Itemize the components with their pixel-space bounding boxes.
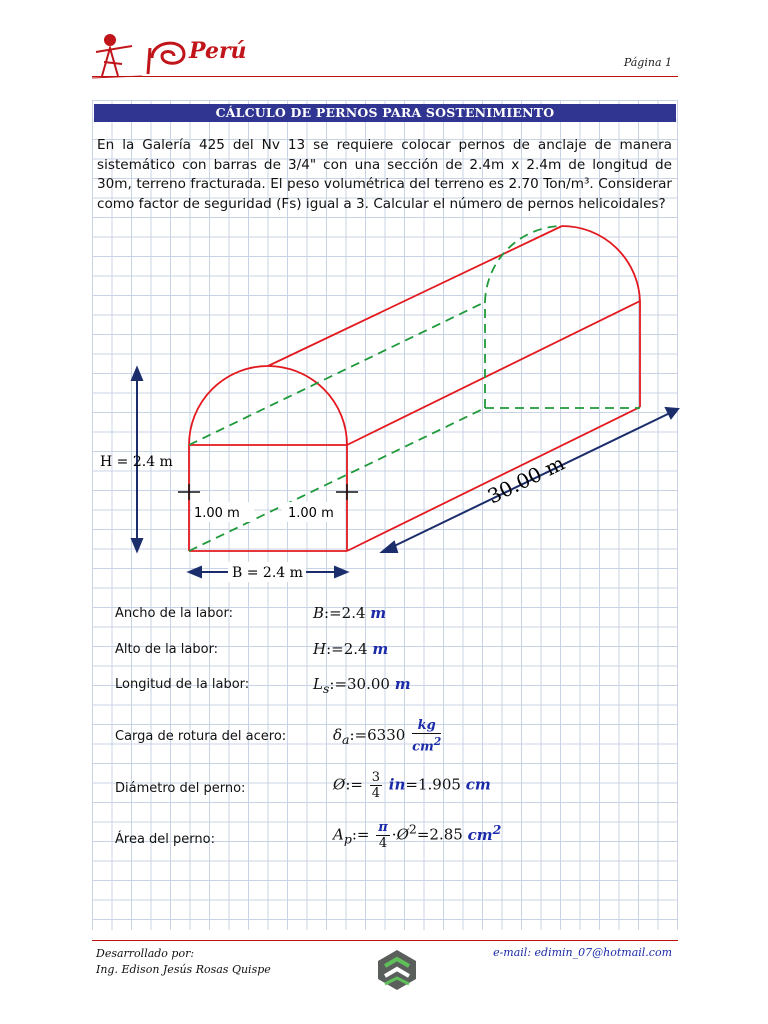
peru-logo: [92, 18, 262, 80]
numerator: π: [378, 820, 388, 835]
formula-carga: [333, 718, 443, 754]
footer-emblem-icon: [376, 948, 418, 992]
subscript: a: [342, 732, 350, 748]
fraction: [370, 770, 382, 801]
row-ancho: [115, 606, 233, 621]
page-number: Página 1: [623, 56, 672, 69]
author-name: Ing. Edison Jesús Rosas Quispe: [96, 963, 271, 976]
formula-diametro: [333, 770, 491, 801]
tunnel-diagram: [92, 212, 692, 592]
unit-denominator: [412, 734, 441, 754]
brand-wordmark: Perú: [189, 38, 247, 64]
header-divider: [92, 76, 678, 77]
value: 30.00: [347, 675, 390, 693]
denominator: 4: [378, 836, 388, 851]
unit: cm: [465, 775, 491, 794]
footer-divider: [92, 940, 678, 941]
symbol: Ø: [333, 775, 346, 794]
unit-den-text: cm: [412, 739, 434, 755]
footer-author: [96, 946, 271, 978]
formula-ancho: [313, 604, 386, 622]
exponent: 2: [408, 821, 417, 837]
assign: :=: [349, 726, 368, 745]
footer-email[interactable]: e-mail: edimin_07@hotmail.com: [493, 946, 672, 959]
assign: :=: [345, 775, 363, 794]
assign: :=: [326, 640, 344, 658]
denominator: 4: [371, 786, 380, 801]
formula-area: [333, 820, 501, 851]
page-header: [0, 0, 768, 84]
right-wall-label: 1.00 m: [288, 506, 334, 521]
unit-inch: in: [388, 775, 406, 794]
value: 2.4: [343, 640, 368, 658]
value: 1.905: [417, 775, 461, 794]
assign: :=: [324, 604, 342, 622]
subscript: s: [322, 681, 330, 696]
numerator: 3: [371, 770, 380, 785]
section-title: CÁLCULO DE PERNOS PARA SOSTENIMIENTO: [94, 104, 676, 122]
fraction: [376, 820, 390, 851]
problem-statement: En la Galería 425 del Nv 13 se requiere colocar pernos de anclaje de manera sistemático con barras de 3/4" con una sección de 2.4m x 2.4m de longitud de 30m, terreno fracturada. El peso volumétrica del terreno es 2.70 Ton/m³. Considerar como factor de seguridad (Fs) igual a 3. Calcular el número de pernos helicoidales?: [97, 137, 672, 212]
unit-fraction: [412, 718, 441, 754]
symbol: B: [313, 604, 325, 622]
unit: m: [370, 604, 387, 622]
symbol: δ: [333, 726, 343, 745]
value: 2.4: [341, 604, 366, 622]
value: 2.85: [429, 825, 463, 844]
unit: m: [372, 640, 389, 658]
row-label: Longitud de la labor:: [115, 677, 250, 692]
assign: :=: [329, 675, 348, 693]
unit: m: [394, 675, 411, 693]
multiply-dot: ·: [391, 825, 397, 844]
equals: =: [416, 825, 430, 844]
symbol: A: [333, 825, 344, 844]
unit: [467, 821, 502, 844]
row-diametro: [115, 781, 245, 796]
wall-ticks: [178, 484, 358, 500]
row-alto: [115, 642, 218, 657]
tunnel-outline: [189, 226, 640, 551]
unit-text: cm: [467, 825, 493, 844]
row-area: [115, 832, 215, 847]
unit-exp: 2: [492, 821, 502, 837]
length-label: 30.00 m: [483, 450, 569, 509]
unit-den-exp: 2: [433, 735, 442, 748]
hidden-edges: [189, 226, 640, 551]
row-longitud: [115, 677, 249, 692]
formula-alto: [313, 640, 388, 658]
row-label: Carga de rotura del acero:: [115, 729, 287, 744]
row-label: Área del perno:: [115, 832, 215, 847]
assign: :=: [351, 825, 370, 844]
height-label: H = 2.4 m: [100, 454, 173, 470]
symbol: H: [313, 640, 327, 658]
value: 6330: [367, 726, 406, 745]
equals: =: [405, 775, 418, 794]
unit-numerator: kg: [412, 718, 441, 734]
subscript: p: [343, 831, 352, 847]
formula-longitud: [313, 675, 411, 696]
row-label: Alto de la labor:: [115, 642, 219, 657]
base-label: B = 2.4 m: [232, 565, 303, 581]
row-label: Ancho de la labor:: [115, 606, 233, 621]
row-label: Diámetro del perno:: [115, 781, 246, 796]
left-wall-label: 1.00 m: [194, 506, 240, 521]
symbol-diameter: Ø: [396, 825, 409, 844]
developed-by-label: Desarrollado por:: [96, 947, 195, 960]
row-carga: [115, 729, 286, 744]
symbol: L: [313, 675, 323, 693]
